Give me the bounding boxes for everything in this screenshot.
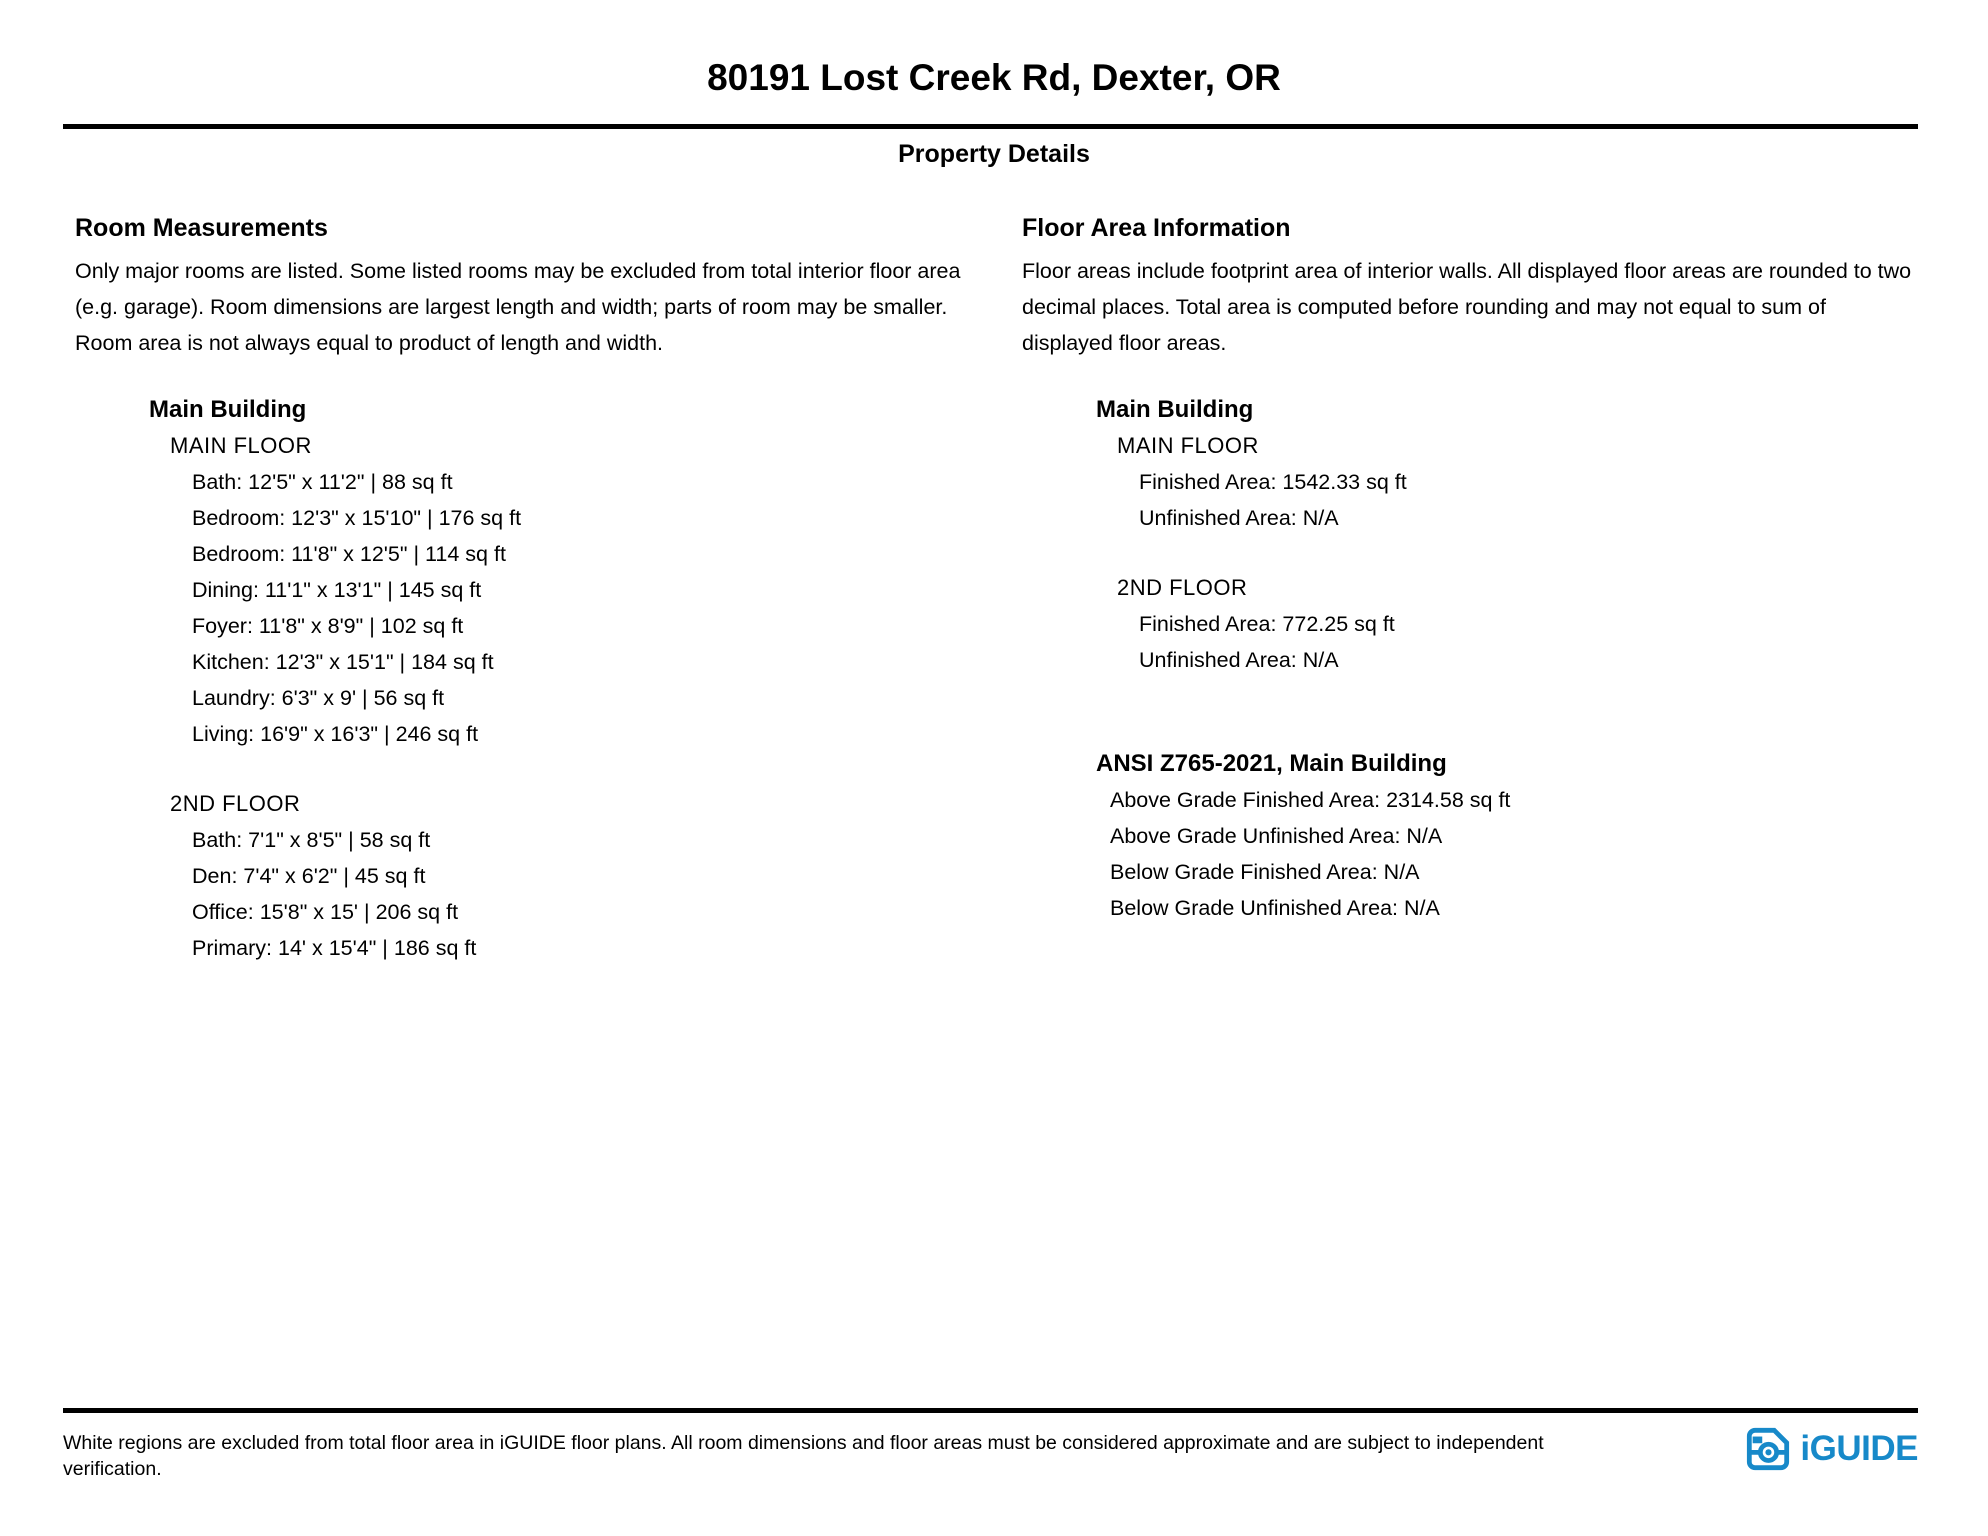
area-list xyxy=(1139,464,1918,536)
floor-name: MAIN FLOOR xyxy=(170,433,312,458)
room-line: Foyer: 11'8" x 8'9" | 102 sq ft xyxy=(192,614,464,638)
floor-area-heading: Floor Area Information xyxy=(1022,214,1291,242)
ansi-line: Above Grade Unfinished Area: N/A xyxy=(1110,824,1443,848)
area-line: Unfinished Area: N/A xyxy=(1139,648,1339,672)
content-columns xyxy=(0,213,1988,966)
room-measurements-section xyxy=(75,213,1022,966)
room-line: Bedroom: 11'8" x 12'5" | 114 sq ft xyxy=(192,542,506,566)
floor-name: 2ND FLOOR xyxy=(170,791,301,816)
room-measurements-description: Only major rooms are listed. Some listed rooms may be excluded from total interior floor area (e.g. garage). Room dimensions are largest length and width; parts of room may be smaller. Room area is not always equal to product of length and width. xyxy=(75,259,961,355)
ansi-list xyxy=(1110,782,1918,926)
main-floor-rooms xyxy=(170,428,1022,752)
second-floor-areas xyxy=(1117,570,1918,678)
page-title: 80191 Lost Creek Rd, Dexter, OR xyxy=(707,57,1281,98)
room-line: Kitchen: 12'3" x 15'1" | 184 sq ft xyxy=(192,650,494,674)
floor-area-building xyxy=(1096,392,1918,678)
ansi-heading: ANSI Z765-2021, Main Building xyxy=(1096,750,1447,777)
header-divider xyxy=(63,124,1918,129)
room-list xyxy=(192,464,1022,752)
area-line: Unfinished Area: N/A xyxy=(1139,506,1339,530)
main-floor-areas xyxy=(1117,428,1918,536)
ansi-line: Above Grade Finished Area: 2314.58 sq ft xyxy=(1110,788,1511,812)
room-line: Living: 16'9" x 16'3" | 246 sq ft xyxy=(192,722,479,746)
room-measurements-heading: Room Measurements xyxy=(75,214,328,242)
iguide-camera-icon xyxy=(1745,1426,1791,1472)
footer-disclaimer: White regions are excluded from total floor area in iGUIDE floor plans. All room dimensions and floor areas must be considered approximate and are subject to independent verification. xyxy=(63,1432,1544,1480)
ansi-line: Below Grade Unfinished Area: N/A xyxy=(1110,896,1440,920)
page-subtitle: Property Details xyxy=(898,140,1090,168)
room-line: Den: 7'4" x 6'2" | 45 sq ft xyxy=(192,864,426,888)
floor-area-description: Floor areas include footprint area of interior walls. All displayed floor areas are rounded to two decimal places. Total area is computed before rounding and may not equal to sum of displayed floor areas. xyxy=(1022,259,1912,355)
floor-name: 2ND FLOOR xyxy=(1117,575,1248,600)
iguide-logo-text: iGUIDE xyxy=(1800,1429,1918,1468)
room-line: Office: 15'8" x 15' | 206 sq ft xyxy=(192,900,459,924)
floor-area-section xyxy=(1022,213,1918,966)
ansi-standard-block xyxy=(1096,746,1918,926)
room-line: Laundry: 6'3" x 9' | 56 sq ft xyxy=(192,686,445,710)
page-footer xyxy=(63,1408,1918,1482)
floor-name: MAIN FLOOR xyxy=(1117,433,1259,458)
second-floor-rooms xyxy=(170,786,1022,966)
room-line: Bath: 7'1" x 8'5" | 58 sq ft xyxy=(192,828,431,852)
room-line: Primary: 14' x 15'4" | 186 sq ft xyxy=(192,936,477,960)
room-list xyxy=(192,822,1022,966)
ansi-line: Below Grade Finished Area: N/A xyxy=(1110,860,1420,884)
iguide-logo xyxy=(1745,1426,1918,1472)
building-name: Main Building xyxy=(149,396,307,423)
area-line: Finished Area: 1542.33 sq ft xyxy=(1139,470,1407,494)
area-line: Finished Area: 772.25 sq ft xyxy=(1139,612,1395,636)
room-measurements-building xyxy=(149,392,1022,966)
building-name: Main Building xyxy=(1096,396,1254,423)
area-list xyxy=(1139,606,1918,678)
room-line: Dining: 11'1" x 13'1" | 145 sq ft xyxy=(192,578,482,602)
room-line: Bedroom: 12'3" x 15'10" | 176 sq ft xyxy=(192,506,522,530)
room-line: Bath: 12'5" x 11'2" | 88 sq ft xyxy=(192,470,453,494)
